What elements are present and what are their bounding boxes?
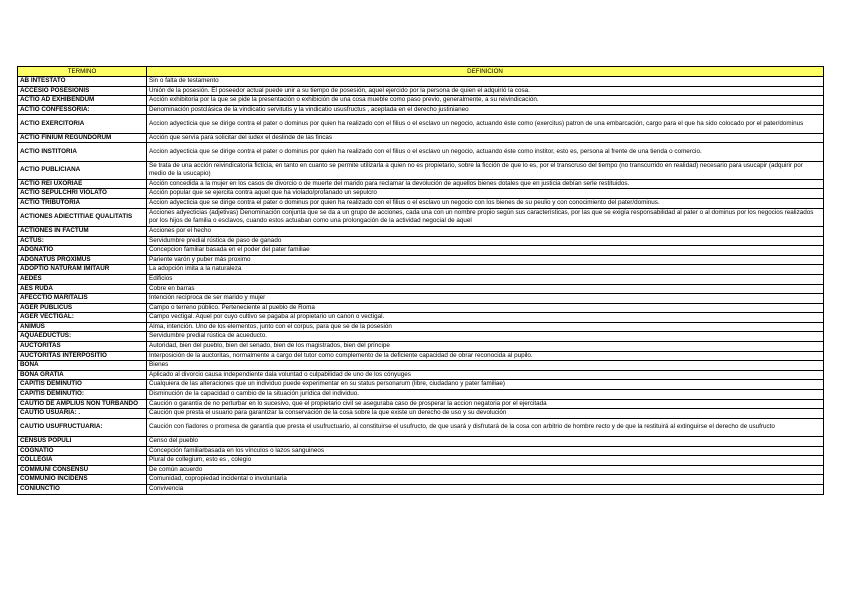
definition-cell[interactable]: Pariente varón y puber más proximo [147,255,824,265]
term-cell[interactable]: COGNATIO [18,446,147,456]
table-row [18,274,824,284]
table-row [18,179,824,189]
table-row [18,284,824,294]
term-cell[interactable]: AFECCTIO MARITALIS [18,294,147,304]
term-cell[interactable]: ADGNATIO [18,246,147,256]
definition-cell[interactable]: Servidumbre predial rústica de acueducto. [147,332,824,342]
table-row [18,399,824,409]
term-cell[interactable]: CAUTIO DE AMPLIUS NON TURBANDO [18,399,147,409]
table-row [18,313,824,323]
definition-cell[interactable]: Accion adyecticia que se dirige contra el pater o dominus por quien ha realizado con el filius o el esclavo un negocio, actuando éste como institor, esto es, persona al frente de una tienda o comercio. [147,143,824,161]
term-cell[interactable]: AB INTESTATO [18,77,147,87]
definition-cell[interactable]: Plural de collegium, esto es , colegio [147,456,824,466]
table-row [18,465,824,475]
term-cell[interactable]: AUCTORITAS INTERPOSITIO [18,351,147,361]
definition-cell[interactable]: Acciones adyecticias (adjetivas) Denominación conjunta que se da a un grupo de acciones, cada una con un nombre propio según sus características, por las que se exigía responsabilidad al pater o al dominus por los negocios realizados por los hijos de familia o esclavos, cuando estos actuaban como una prolongación de la actividad negocial de aquel [147,208,824,226]
term-cell[interactable]: ADGNATUS PROXIMUS [18,255,147,265]
definition-cell[interactable]: Acción popular que se ejercita contra aquel que ha violado/profanado un sepulcro [147,189,824,199]
term-cell[interactable]: COMMUNI CONSENSU [18,465,147,475]
definition-cell[interactable]: Alma, intención. Uno de los elementos, junto con el corpus, para que se de la posesión [147,322,824,332]
table-row [18,226,824,236]
definition-cell[interactable]: Disminución de la capacidad o cambio de la situación jurídica del individuo. [147,390,824,400]
term-cell[interactable]: AUCTORITAS [18,342,147,352]
table-row [18,115,824,133]
table-row [18,105,824,115]
definition-cell[interactable]: Convivencia [147,485,824,495]
term-cell[interactable]: COLLEGIA [18,456,147,466]
table-row [18,246,824,256]
glossary-table [17,66,824,495]
definition-cell[interactable]: Cualquiera de las alteraciones que un individuo puede experimentar en su status personarum (libre, ciudadano y pater familiae) [147,380,824,390]
term-cell[interactable]: ACCESIO POSESIONIS [18,86,147,96]
table-row [18,456,824,466]
term-cell[interactable]: ACTIO AD EXHIBENDUM [18,96,147,106]
definition-cell[interactable]: Sin o falta de testamento [147,77,824,87]
definition-cell[interactable]: Campo o terreno público. Perteneciente al pueblo de Roma [147,303,824,313]
definition-cell[interactable]: Accion adyecticia que se dirige contra el pater o dominus por quien ha realizado con el filius o el esclavo un negocio con los bienes de su peulio y con conocimiento del pater/dominus. [147,199,824,209]
glossary-rows [18,77,824,495]
term-cell[interactable]: CAPITIS DEMINUTIO: [18,390,147,400]
table-row [18,437,824,447]
table-row [18,208,824,226]
term-cell[interactable]: AGER PUBLICUS [18,303,147,313]
definition-cell[interactable]: Concepcion familiar basada en el poder del pater familiae [147,246,824,256]
term-cell[interactable]: ACTIO FINIUM REGUNDORUM [18,133,147,143]
definition-cell[interactable]: Cobre en barras [147,284,824,294]
definition-cell[interactable]: Acción exhibitoria por la que se pide la presentación o exhibición de una cosa mueble como paso previo, generalmente, a su reivindicación. [147,96,824,106]
table-row [18,332,824,342]
table-row [18,351,824,361]
definition-cell[interactable]: Unión de la posesión. El poseedor actual puede unir a su tiempo de posesión, aquel ejercido por la persona de quien el adquirió la cosa. [147,86,824,96]
term-cell[interactable]: ACTUS: [18,236,147,246]
term-cell[interactable]: CAUTIO USUARIA: . [18,409,147,419]
table-row [18,475,824,485]
table-row [18,133,824,143]
term-cell[interactable]: AES RUDA [18,284,147,294]
definition-cell[interactable]: Concepción familiarbasada en los vínculos o lazos sanguineos [147,446,824,456]
table-row [18,446,824,456]
glossary-sheet [17,66,823,495]
table-row [18,390,824,400]
table-row [18,236,824,246]
definition-cell[interactable]: Acción concedida a la mujer en los casos de divorcio o de muerte del marido para reclamar la devolución de aquellos bienes dotales que en justicia debían serle restituidos. [147,179,824,189]
term-cell[interactable]: ACTIONES IN FACTUM [18,226,147,236]
term-cell[interactable]: BONA [18,361,147,371]
table-row [18,143,824,161]
table-row [18,265,824,275]
term-cell[interactable]: AQUAEDUCTUS: [18,332,147,342]
definition-cell[interactable]: Caución que presta el usuario para garantizar la conservación de la cosa sobre la que existe un derecho de uso y su devolución [147,409,824,419]
table-row [18,380,824,390]
definition-cell[interactable]: Denominación postclásica de la vindicatio servitutis y la vindicatio ususfructus , aceptada en el derecho justinianeo [147,105,824,115]
header-term: TERMINO [18,67,147,77]
definition-cell[interactable]: Edificios [147,274,824,284]
term-cell[interactable]: AGER VECTIGAL: [18,313,147,323]
definition-cell[interactable]: Intención recíproca de ser marido y mujer [147,294,824,304]
table-row [18,96,824,106]
term-cell[interactable]: ANIMUS [18,322,147,332]
definition-cell[interactable]: Acción que servía para solicitar del iudex el deslinde de las fincas [147,133,824,143]
definition-cell[interactable]: La adopción imita a la naturaleza [147,265,824,275]
term-cell[interactable]: CAPITIS DEMINUTIO [18,380,147,390]
definition-cell[interactable]: Campo vectigal. Aquel por cuyo cultivo se pagaba al propietario un canon o vectigal. [147,313,824,323]
table-row [18,342,824,352]
term-cell[interactable]: ACTIO EXERCITORIA [18,115,147,133]
table-row [18,86,824,96]
term-cell[interactable]: ACTIO CONFESSORIA: [18,105,147,115]
term-cell[interactable]: CAUTIO USUFRUCTUARIA: [18,418,147,436]
table-row [18,370,824,380]
definition-cell[interactable]: Interposición de la auctoritas, normalmente a cargo del tutor como complemento de la deficiente capacidad de obrar reconocida al pupilo. [147,351,824,361]
table-row [18,189,824,199]
definition-cell[interactable]: Censo del pueblo [147,437,824,447]
header-row [18,67,824,77]
term-cell[interactable]: CONIUNCTIO [18,485,147,495]
definition-cell[interactable]: Caución o garantía de no perturbar en lo sucesivo, que el propietario civil se aseguraba caso de prosperar la accion negatoria por el ejercitada [147,399,824,409]
table-row [18,294,824,304]
definition-cell[interactable]: Caución con fiadores o promesa de garantía que presta el usufructuario, al constituirse el usufructo, de que usará y disfrutará de la cosa con arbitrio de hombre recto y de que la restituirá al extinguirse el derecho de usufructo [147,418,824,436]
definition-cell[interactable]: Acciones por el hecho [147,226,824,236]
table-row [18,485,824,495]
table-row [18,255,824,265]
term-cell[interactable]: ACTIO INSTITORIA [18,143,147,161]
term-cell[interactable]: ACTIO TRIBUTORIA [18,199,147,209]
definition-cell[interactable]: Aplicado al divorcio causa independiente dala voluntad o culpabilidad de uno de los cónyuges [147,370,824,380]
table-row [18,161,824,179]
definition-cell[interactable]: De común acuerdo [147,465,824,475]
table-row [18,199,824,209]
definition-cell[interactable]: Bienes [147,361,824,371]
definition-cell[interactable]: Servidumbre predial rústica de paso de ganado [147,236,824,246]
term-cell[interactable]: ACTIO SEPULCHRI VIOLATO [18,189,147,199]
term-cell[interactable]: BONA GRATIA [18,370,147,380]
term-cell[interactable]: COMMUNIO INCIDENS [18,475,147,485]
term-cell[interactable]: AEDES [18,274,147,284]
term-cell[interactable]: ADOPTIO NATURAM IMITAUR [18,265,147,275]
term-cell[interactable]: ACTIO PUBLICIANA [18,161,147,179]
term-cell[interactable]: CENSUS POPULI [18,437,147,447]
definition-cell[interactable]: Se trata de una acción reivindicatoria ficticia, en tanto en cuanto se permite utilizarla a quien no es propietario, sobre la ficción de que lo es, por el transcruso del tiempo (no transcurrido en realidad) necesario para usucapir (adquirir por medio de la usucapio) [147,161,824,179]
term-cell[interactable]: ACTIO REI UXORIAE [18,179,147,189]
table-row [18,77,824,87]
definition-cell[interactable]: Comunidad, copropiedad incidental o involuntaria [147,475,824,485]
table-row [18,322,824,332]
definition-cell[interactable]: Autoridad, bien del pueblo, bien del senado, bien de los magistrados, bien del príncipe [147,342,824,352]
definition-cell[interactable]: Accion adyecticia que se dirige contra el pater o dominus por quien ha realizado con el filius o el esclavo un negocio, actuando éste como (exercitus) patron de una embarcación, cargo para el que ha sido colocado por el pater/dominus [147,115,824,133]
table-row [18,303,824,313]
table-row [18,418,824,436]
table-row [18,361,824,371]
term-cell[interactable]: ACTIONES ADIECTITIAE QUALITATIS [18,208,147,226]
header-definition: DEFINICION [147,67,824,77]
table-row [18,409,824,419]
